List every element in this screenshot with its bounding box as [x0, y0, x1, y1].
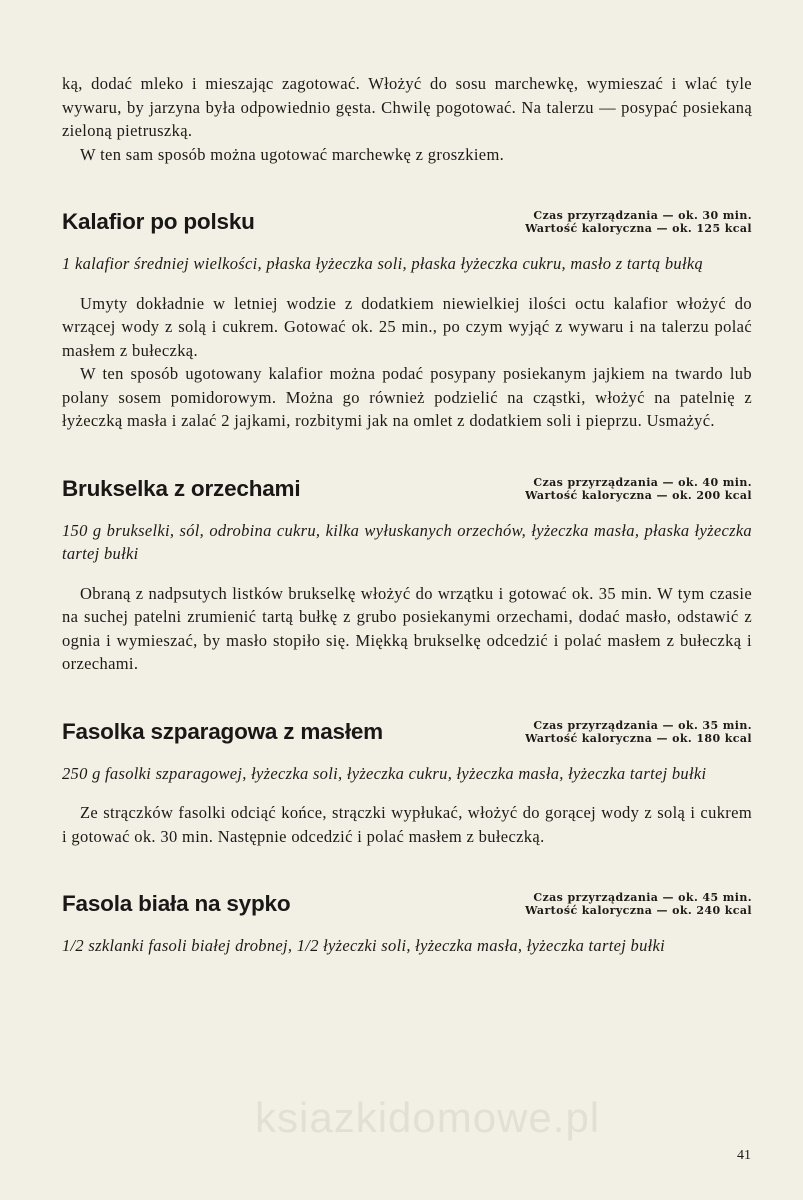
recipe-fasola-biala — [62, 886, 752, 958]
recipe-header — [62, 886, 752, 922]
recipe-header — [62, 204, 752, 240]
intro-paragraph: W ten sam sposób można ugotować marchewkę z groszkiem. — [80, 144, 505, 164]
recipe-meta — [525, 891, 752, 917]
calorie-value: Wartość kaloryczna — ok. 180 kcal — [525, 731, 752, 745]
ingredients: 1/2 szklanki fasoli białej drobnej, 1/2 łyżeczki soli, łyżeczka masła, łyżeczka tartej bułki — [62, 936, 666, 955]
ingredients: 150 g brukselki, sól, odrobina cukru, kilka wyłuskanych orzechów, łyżeczka masła, płaska łyżeczka tartej bułki — [62, 520, 752, 563]
recipe-brukselka — [62, 471, 752, 676]
recipe-header — [62, 714, 752, 750]
calorie-value: Wartość kaloryczna — ok. 200 kcal — [525, 488, 752, 502]
prep-time: Czas przyrządzania — ok. 40 min. — [533, 475, 752, 489]
recipe-title: Fasolka szparagowa z masłem — [62, 718, 383, 744]
recipe-meta — [525, 719, 752, 745]
instruction-paragraph: Ze strączków fasolki odciąć końce, strączki wypłukać, włożyć do gorącej wody z solą i cukrem i gotować ok. 30 min. Następnie odcedzić i polać masłem z bułeczką. — [62, 803, 752, 846]
recipe-meta — [525, 209, 752, 235]
calorie-value: Wartość kaloryczna — ok. 240 kcal — [525, 904, 752, 917]
intro-paragraph: ką, dodać mleko i mieszając zagotować. Włożyć do sosu marchewkę, wymieszać i wlać tyle wywaru, by jarzyna była odpowiednio gęsta. Chwilę pogotować. Na talerzu — posypać posiekaną zieloną pietruszką. — [62, 74, 752, 140]
recipe-title: Brukselka z orzechami — [62, 475, 301, 501]
calorie-value: Wartość kaloryczna — ok. 125 kcal — [525, 222, 752, 235]
ingredients: 250 g fasolki szparagowej, łyżeczka soli, łyżeczka cukru, łyżeczka masła, łyżeczka tartej bułki — [62, 763, 707, 783]
recipe-header — [62, 471, 752, 507]
ingredients: 1 kalafior średniej wielkości, płaska łyżeczka soli, płaska łyżeczka cukru, masło z tartą bułką — [62, 254, 704, 273]
recipe-kalafior — [62, 204, 752, 433]
instruction-paragraph: W ten sposób ugotowany kalafior można podać posypany posiekanym jajkiem na twardo lub polany sosem pomidorowym. Można go również podzielić na cząstki, włożyć na patelnię z łyżeczką masła i zalać 2 jajkami, rozbitymi jak na omlet z dodatkiem soli i pieprzu. Usmażyć. — [62, 364, 752, 430]
prep-time: Czas przyrządzania — ok. 30 min. — [533, 209, 752, 222]
instruction-paragraph: Obraną z nadpsutych listków brukselkę włożyć do wrzątku i gotować ok. 35 min. W tym czasie na suchej patelni zrumienić tartą bułkę z grubo posiekanymi orzechami, dodać masło, odstawić z ognia i wymieszać, by masło stopiło się. Miękką brukselkę odcedzić i polać masłem z bułeczką i orzechami. — [62, 583, 752, 673]
intro-section — [62, 72, 752, 166]
prep-time: Czas przyrządzania — ok. 35 min. — [533, 718, 752, 732]
recipe-title: Kalafior po polsku — [62, 209, 255, 234]
watermark: ksiazkidomowe.pl — [255, 1094, 601, 1141]
recipe-meta — [525, 476, 752, 502]
prep-time: Czas przyrządzania — ok. 45 min. — [533, 891, 752, 904]
recipe-fasolka-szparagowa — [62, 714, 752, 849]
recipe-title: Fasola biała na sypko — [62, 891, 291, 916]
instruction-paragraph: Umyty dokładnie w letniej wodzie z dodatkiem niewielkiej ilości octu kalafior włożyć do wrzącej wody z solą i cukrem. Gotować ok. 25 min., po czym wyjąć z wywaru i na talerzu polać masłem z bułeczką. — [62, 293, 752, 360]
page-content — [62, 72, 752, 974]
page-number: 41 — [737, 1148, 751, 1163]
